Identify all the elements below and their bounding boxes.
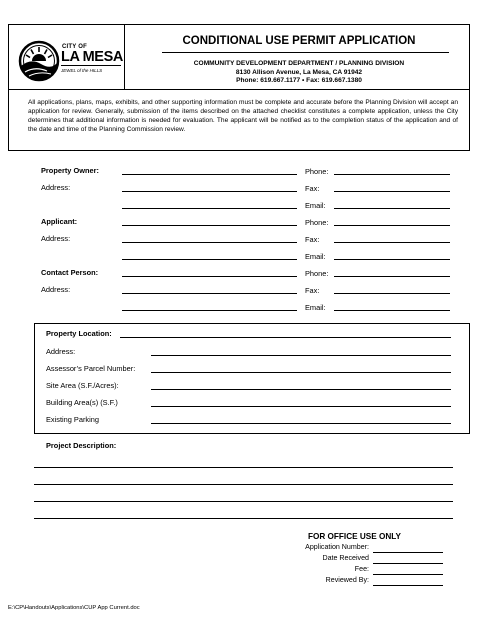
applicant-email-label: Email: bbox=[305, 252, 326, 261]
parcel-number-field[interactable] bbox=[151, 372, 451, 373]
applicant-address-field-1[interactable] bbox=[122, 242, 297, 243]
site-area-label: Site Area (S.F./Acres): bbox=[46, 381, 119, 390]
department-phone-fax: Phone: 619.667.1177 • Fax: 619.667.1380 bbox=[236, 77, 362, 84]
parcel-number-label: Assessor’s Parcel Number: bbox=[46, 364, 136, 373]
property-owner-phone-field[interactable] bbox=[334, 174, 450, 175]
office-use-heading: FOR OFFICE USE ONLY bbox=[308, 532, 401, 541]
property-owner-name-field[interactable] bbox=[122, 174, 297, 175]
logo-city-of: CITY OF bbox=[62, 44, 87, 50]
applicant-fax-label: Fax: bbox=[305, 235, 320, 244]
property-owner-address-field-2[interactable] bbox=[122, 208, 297, 209]
property-owner-fax-field[interactable] bbox=[334, 191, 450, 192]
city-logo bbox=[9, 25, 125, 89]
letterhead bbox=[8, 24, 470, 90]
project-description-heading: Project Description: bbox=[46, 441, 117, 450]
reviewed-by-field[interactable] bbox=[373, 585, 443, 586]
applicant-address-field-2[interactable] bbox=[122, 259, 297, 260]
contact-person-fax-field[interactable] bbox=[334, 293, 450, 294]
page-title: CONDITIONAL USE PERMIT APPLICATION bbox=[182, 35, 416, 47]
fee-field[interactable] bbox=[373, 574, 443, 575]
existing-parking-label: Existing Parking bbox=[46, 415, 99, 424]
property-location-field[interactable] bbox=[120, 337, 451, 338]
project-description-line[interactable] bbox=[34, 518, 453, 519]
contact-person-name-field[interactable] bbox=[122, 276, 297, 277]
contact-person-address-field-2[interactable] bbox=[122, 310, 297, 311]
application-number-label: Application Number: bbox=[305, 543, 369, 551]
contact-person-address-field-1[interactable] bbox=[122, 293, 297, 294]
file-path-footer: E:\CP\Handouts\Applications\CUP App Current.doc bbox=[8, 605, 140, 611]
property-location-box bbox=[34, 323, 470, 434]
contact-person-phone-field[interactable] bbox=[334, 276, 450, 277]
date-received-field[interactable] bbox=[373, 563, 443, 564]
existing-parking-field[interactable] bbox=[151, 423, 451, 424]
logo-divider bbox=[61, 65, 121, 66]
logo-city-name: LA MESA bbox=[61, 49, 123, 65]
contact-person-email-label: Email: bbox=[305, 303, 326, 312]
applicant-phone-label: Phone: bbox=[305, 218, 329, 227]
building-area-label: Building Area(s) (S.F.) bbox=[46, 398, 118, 407]
logo-tagline: JEWEL of the HILLS bbox=[61, 68, 103, 73]
la-mesa-sun-hills-icon bbox=[17, 39, 61, 83]
building-area-field[interactable] bbox=[151, 406, 451, 407]
property-address-field[interactable] bbox=[151, 355, 451, 356]
contact-person-phone-label: Phone: bbox=[305, 269, 329, 278]
property-owner-address-field-1[interactable] bbox=[122, 191, 297, 192]
contact-person-email-field[interactable] bbox=[334, 310, 450, 311]
property-owner-email-label: Email: bbox=[305, 201, 326, 210]
project-description-line[interactable] bbox=[34, 501, 453, 502]
property-address-label: Address: bbox=[46, 347, 76, 356]
title-divider bbox=[162, 52, 449, 53]
applicant-email-field[interactable] bbox=[334, 259, 450, 260]
department-address: 8130 Allison Avenue, La Mesa, CA 91942 bbox=[235, 69, 363, 76]
applicant-heading: Applicant: bbox=[41, 217, 78, 226]
contact-person-fax-label: Fax: bbox=[305, 286, 320, 295]
contact-person-address-label: Address: bbox=[41, 285, 71, 294]
property-owner-phone-label: Phone: bbox=[305, 167, 329, 176]
applicant-address-label: Address: bbox=[41, 234, 71, 243]
contact-person-heading: Contact Person: bbox=[41, 268, 99, 277]
property-owner-heading: Property Owner: bbox=[41, 166, 99, 175]
reviewed-by-label: Reviewed By: bbox=[325, 576, 369, 584]
date-received-label: Date Received bbox=[322, 554, 369, 562]
fee-label: Fee: bbox=[354, 565, 369, 573]
applicant-fax-field[interactable] bbox=[334, 242, 450, 243]
applicant-phone-field[interactable] bbox=[334, 225, 450, 226]
property-location-heading: Property Location: bbox=[46, 329, 112, 338]
application-number-field[interactable] bbox=[373, 552, 443, 553]
property-owner-address-label: Address: bbox=[41, 183, 71, 192]
department-name: COMMUNITY DEVELOPMENT DEPARTMENT / PLANNING DIVISION bbox=[193, 60, 405, 67]
site-area-field[interactable] bbox=[151, 389, 451, 390]
intro-instructions: All applications, plans, maps, exhibits, and other supporting information must be complete and accurate before the Planning Division will accept an application for review. Generally, submission of the items described on the attached checklist constitutes a complete application, unless the City determines that additional information is needed for evaluation. The applicant will be notified as to the completion status of the application and of the date and time of the Planning Commission review. bbox=[8, 90, 470, 151]
project-description-line[interactable] bbox=[34, 467, 453, 468]
property-owner-email-field[interactable] bbox=[334, 208, 450, 209]
applicant-name-field[interactable] bbox=[122, 225, 297, 226]
property-owner-fax-label: Fax: bbox=[305, 184, 320, 193]
project-description-line[interactable] bbox=[34, 484, 453, 485]
